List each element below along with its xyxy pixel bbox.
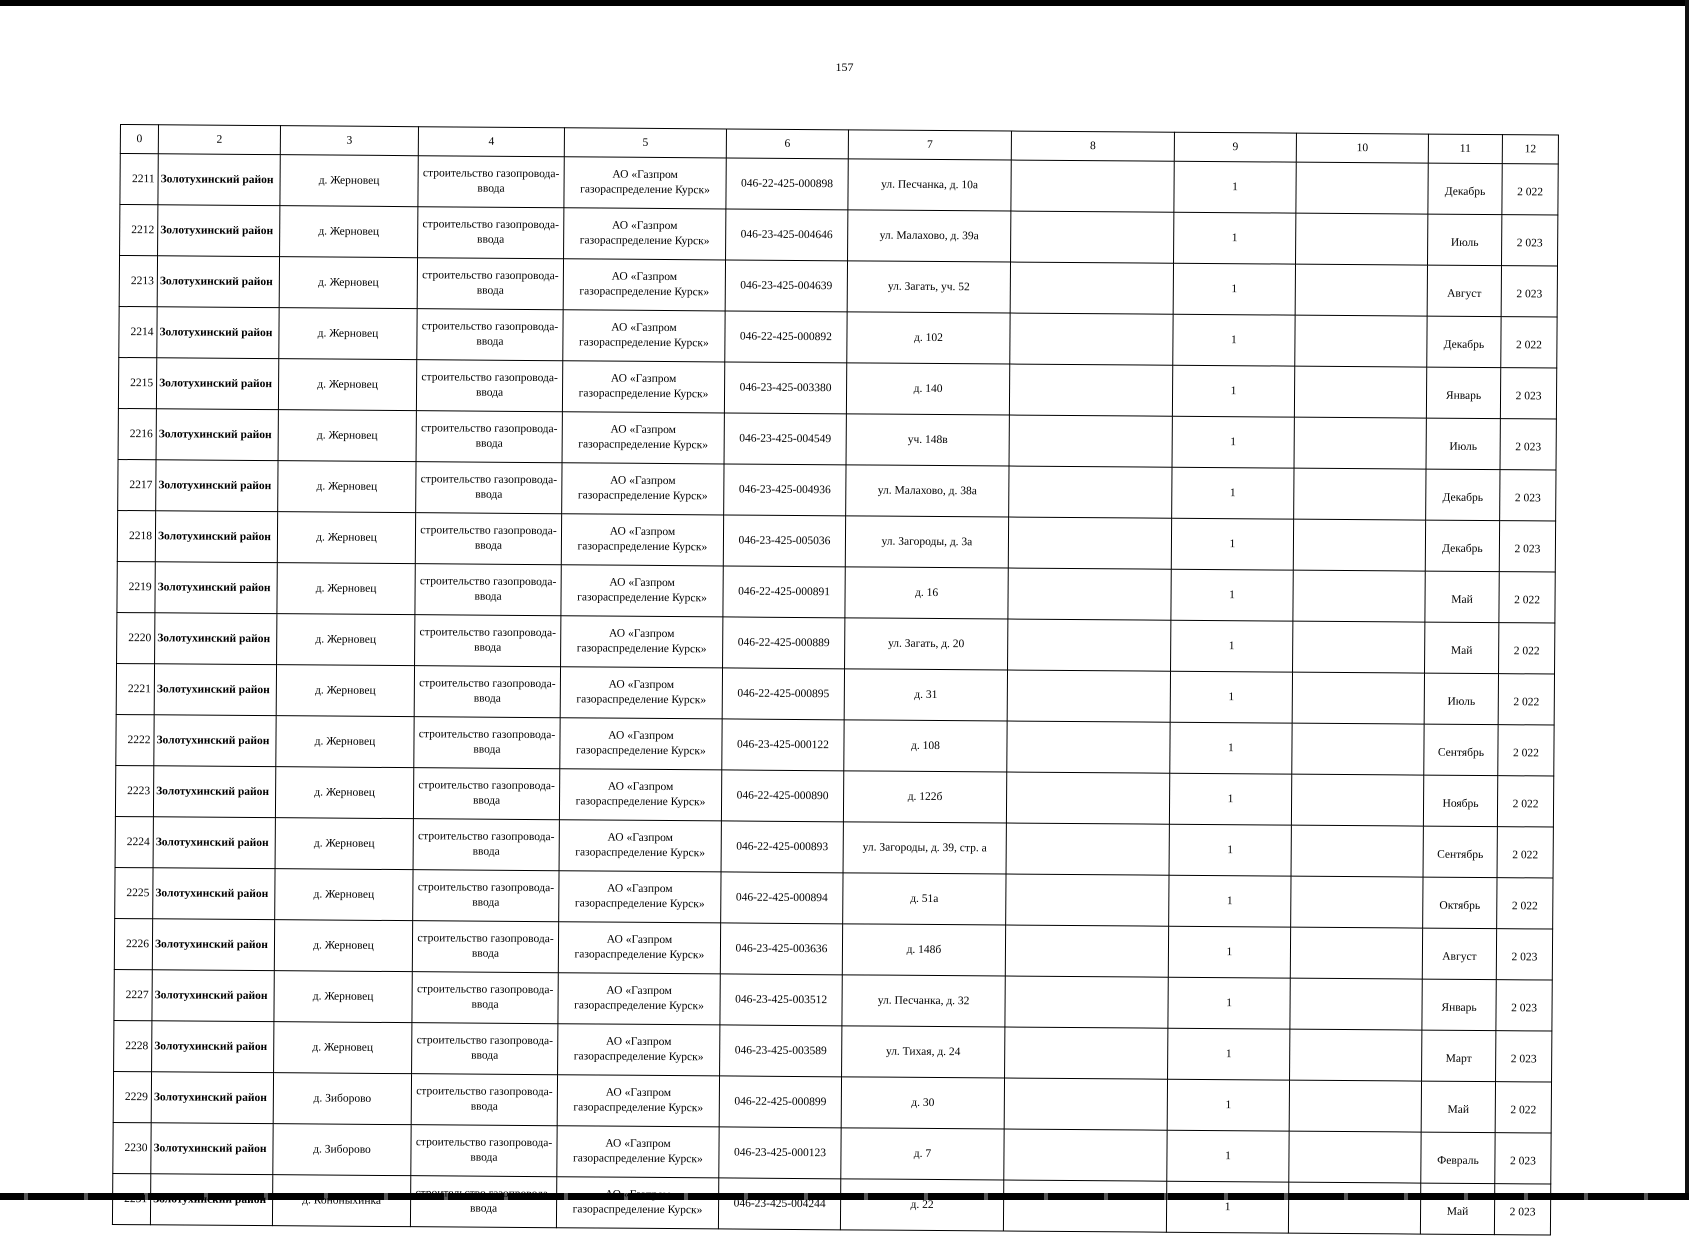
column-10-cell	[1291, 876, 1423, 928]
year-cell: 2 023	[1494, 1184, 1550, 1235]
column-8-cell	[1008, 568, 1171, 620]
address-cell: д. 140	[846, 363, 1009, 415]
application-code-cell: 046-23-425-004639	[725, 260, 847, 312]
address-cell: ул. Загороды, д. 39, стр. а	[843, 822, 1006, 874]
column-8-cell	[1004, 1078, 1167, 1130]
table-row	[112, 1173, 1550, 1235]
address-cell: д. 31	[844, 669, 1007, 721]
address-cell: ул. Тихая, д. 24	[842, 1026, 1005, 1078]
column-header: 8	[1011, 131, 1174, 161]
month-cell: Март	[1422, 1030, 1496, 1082]
work-type-cell: строительство газопровода-ввода	[417, 309, 563, 361]
application-code-cell: 046-22-425-000890	[721, 770, 843, 822]
month-cell: Май	[1420, 1183, 1494, 1235]
column-10-cell	[1295, 264, 1427, 316]
address-cell: ул. Песчанка, д. 32	[842, 975, 1005, 1027]
district-cell: Золотухинский район	[150, 1174, 272, 1226]
quantity-cell: 1	[1174, 161, 1296, 213]
district-cell: Золотухинский район	[157, 256, 279, 308]
column-8-cell	[1006, 823, 1169, 875]
locality-cell: д. Жерновец	[274, 971, 412, 1023]
work-type-cell: строительство газопровода-ввода	[415, 564, 561, 616]
column-8-cell	[1011, 211, 1174, 263]
organization-cell: АО «Газпром газораспределение Курск»	[561, 514, 723, 566]
month-cell: Сентябрь	[1424, 724, 1498, 776]
month-cell: Июль	[1424, 673, 1498, 725]
application-code-cell: 046-22-425-000895	[722, 668, 844, 720]
work-type-cell: строительство газопровода-ввода	[414, 666, 560, 718]
quantity-cell: 1	[1168, 1028, 1290, 1080]
locality-cell: д. Жерновец	[278, 461, 416, 513]
row-number: 2223	[115, 765, 153, 816]
organization-cell: АО «Газпром газораспределение Курск»	[559, 820, 721, 872]
column-8-cell	[1005, 1027, 1168, 1079]
month-cell: Ноябрь	[1423, 775, 1497, 827]
month-cell: Май	[1425, 622, 1499, 674]
column-8-cell	[1007, 670, 1170, 722]
row-number: 2217	[118, 459, 156, 510]
organization-cell: АО «Газпром газораспределение Курск»	[560, 718, 722, 770]
application-code-cell: 046-23-425-000123	[719, 1127, 841, 1179]
year-cell: 2 022	[1497, 878, 1553, 929]
address-cell: ул. Малахово, д. 39а	[848, 210, 1011, 262]
column-8-cell	[1009, 415, 1172, 467]
column-10-cell	[1290, 927, 1422, 979]
work-type-cell: строительство газопровода-ввода	[412, 972, 558, 1024]
year-cell: 2 023	[1501, 215, 1557, 266]
organization-cell: АО «Газпром газораспределение Курск»	[559, 769, 721, 821]
column-header: 4	[418, 127, 564, 157]
organization-cell: АО «Газпром газораспределение Курск»	[560, 667, 722, 719]
month-cell: Июль	[1428, 214, 1502, 266]
locality-cell: д. Жерновец	[278, 359, 416, 411]
column-8-cell	[1006, 772, 1169, 824]
column-10-cell	[1290, 1029, 1422, 1081]
address-cell: д. 102	[847, 312, 1010, 364]
application-code-cell: 046-22-425-000894	[721, 872, 843, 924]
month-cell: Октябрь	[1423, 877, 1497, 929]
organization-cell: АО «Газпром газораспределение Курск»	[561, 565, 723, 617]
column-8-cell	[1009, 466, 1172, 518]
quantity-cell: 1	[1168, 926, 1290, 978]
address-cell: д. 30	[841, 1077, 1004, 1129]
district-cell: Золотухинский район	[151, 1123, 273, 1175]
column-8-cell	[1008, 619, 1171, 671]
organization-cell: АО «Газпром газораспределение Курск»	[562, 463, 724, 515]
application-code-cell: 046-22-425-000899	[719, 1076, 841, 1128]
column-header: 9	[1174, 132, 1296, 162]
row-number: 2227	[114, 969, 152, 1020]
district-cell: Золотухинский район	[156, 358, 278, 410]
quantity-cell: 1	[1172, 467, 1294, 519]
application-code-cell: 046-22-425-000892	[725, 311, 847, 363]
quantity-cell: 1	[1172, 365, 1294, 417]
row-number: 2218	[117, 510, 155, 561]
work-type-cell: строительство газопровода-ввода	[416, 462, 562, 514]
year-cell: 2 022	[1498, 674, 1554, 725]
district-cell: Золотухинский район	[153, 868, 275, 920]
organization-cell: АО «Газпром газораспределение Курск»	[558, 922, 720, 974]
work-type-cell: строительство газопровода-ввода	[417, 258, 563, 310]
column-10-cell	[1296, 162, 1428, 214]
year-cell: 2 023	[1495, 1133, 1551, 1184]
year-cell: 2 023	[1500, 419, 1556, 470]
work-type-cell: строительство газопровода-ввода	[415, 513, 561, 565]
work-type-cell: строительство газопровода-ввода	[416, 360, 562, 412]
district-cell: Золотухинский район	[158, 154, 280, 206]
column-8-cell	[1004, 1129, 1167, 1181]
row-number: 2229	[113, 1071, 151, 1122]
work-type-cell: строительство газопровода-ввода	[412, 1023, 558, 1075]
locality-cell: д. Жерновец	[277, 614, 415, 666]
quantity-cell: 1	[1168, 977, 1290, 1029]
year-cell: 2 022	[1499, 623, 1555, 674]
column-10-cell	[1293, 570, 1425, 622]
column-8-cell	[1011, 160, 1174, 212]
column-10-cell	[1293, 519, 1425, 571]
month-cell: Январь	[1422, 979, 1496, 1031]
organization-cell: АО «Газпром газораспределение Курск»	[556, 1177, 718, 1229]
scan-border-right	[1685, 0, 1689, 1200]
locality-cell: д. Зиборово	[273, 1124, 411, 1176]
work-type-cell: строительство газопровода-ввода	[411, 1125, 557, 1177]
application-code-cell: 046-23-425-003636	[720, 923, 842, 975]
organization-cell: АО «Газпром газораспределение Курск»	[562, 361, 724, 413]
address-cell: д. 51а	[843, 873, 1006, 925]
application-code-cell: 046-23-425-004244	[718, 1178, 840, 1230]
month-cell: Декабрь	[1428, 163, 1502, 215]
column-10-cell	[1295, 315, 1427, 367]
locality-cell: д. Жерновец	[274, 1022, 412, 1074]
locality-cell: д. Жерновец	[280, 206, 418, 258]
application-code-cell: 046-22-425-000893	[721, 821, 843, 873]
quantity-cell: 1	[1169, 824, 1291, 876]
application-code-cell: 046-23-425-003589	[720, 1025, 842, 1077]
row-number: 2225	[115, 867, 153, 918]
locality-cell: д. Жерновец	[276, 716, 414, 768]
locality-cell: д. Жерновец	[274, 920, 412, 972]
quantity-cell: 1	[1173, 263, 1295, 315]
organization-cell: АО «Газпром газораспределение Курск»	[562, 412, 724, 464]
column-10-cell	[1291, 825, 1423, 877]
address-cell: д. 22	[840, 1179, 1003, 1231]
row-number: 2231	[112, 1173, 150, 1224]
quantity-cell: 1	[1167, 1079, 1289, 1131]
column-header: 0	[120, 125, 158, 154]
column-8-cell	[1005, 976, 1168, 1028]
application-code-cell: 046-22-425-000891	[723, 566, 845, 618]
column-8-cell	[1010, 313, 1173, 365]
work-type-cell: строительство газопровода-ввода	[418, 156, 564, 208]
row-number: 2226	[114, 918, 152, 969]
column-8-cell	[1010, 262, 1173, 314]
month-cell: Декабрь	[1425, 520, 1499, 572]
year-cell: 2 022	[1498, 725, 1554, 776]
application-code-cell: 046-23-425-004549	[724, 413, 846, 465]
work-type-cell: строительство газопровода-ввода	[413, 870, 559, 922]
quantity-cell: 1	[1166, 1181, 1288, 1233]
column-header: 10	[1296, 133, 1428, 163]
month-cell: Декабрь	[1427, 316, 1501, 368]
application-code-cell: 046-22-425-000898	[726, 158, 848, 210]
document-table-container	[112, 124, 1558, 1236]
organization-cell: АО «Газпром газораспределение Курск»	[563, 259, 725, 311]
month-cell: Декабрь	[1426, 469, 1500, 521]
district-cell: Золотухинский район	[155, 511, 277, 563]
month-cell: Февраль	[1421, 1132, 1495, 1184]
quantity-cell: 1	[1170, 722, 1292, 774]
scan-border-top	[0, 0, 1689, 6]
year-cell: 2 022	[1501, 317, 1557, 368]
quantity-cell: 1	[1173, 314, 1295, 366]
row-number: 2216	[118, 408, 156, 459]
column-10-cell	[1293, 621, 1425, 673]
row-number: 2224	[115, 816, 153, 867]
column-10-cell	[1294, 468, 1426, 520]
organization-cell: АО «Газпром газораспределение Курск»	[558, 973, 720, 1025]
quantity-cell: 1	[1167, 1130, 1289, 1182]
address-cell: уч. 148в	[846, 414, 1009, 466]
organization-cell: АО «Газпром газораспределение Курск»	[557, 1126, 719, 1178]
quantity-cell: 1	[1174, 212, 1296, 264]
address-cell: д. 7	[841, 1128, 1004, 1180]
locality-cell: д. Жерновец	[278, 410, 416, 462]
locality-cell: д. Жерновец	[275, 818, 413, 870]
work-type-cell: строительство газопровода-ввода	[413, 819, 559, 871]
work-type-cell: строительство газопровода-ввода	[411, 1074, 557, 1126]
column-header: 5	[564, 128, 726, 158]
district-cell: Золотухинский район	[152, 970, 274, 1022]
row-number: 2221	[116, 663, 154, 714]
column-10-cell	[1292, 672, 1424, 724]
year-cell: 2 022	[1495, 1082, 1551, 1133]
year-cell: 2 023	[1496, 1031, 1552, 1082]
locality-cell: д. Жерновец	[279, 308, 417, 360]
column-header: 2	[158, 125, 280, 155]
work-type-cell: строительство газопровода-ввода	[414, 717, 560, 769]
column-header: 11	[1428, 134, 1502, 164]
district-cell: Золотухинский район	[155, 613, 277, 665]
row-number: 2228	[114, 1020, 152, 1071]
column-header: 12	[1502, 135, 1558, 164]
column-header: 3	[280, 126, 418, 156]
district-cell: Золотухинский район	[151, 1072, 273, 1124]
year-cell: 2 023	[1500, 470, 1556, 521]
organization-cell: АО «Газпром газораспределение Курск»	[559, 871, 721, 923]
page-number: 157	[835, 60, 854, 74]
district-cell: Золотухинский район	[153, 766, 275, 818]
district-cell: Золотухинский район	[156, 409, 278, 461]
column-10-cell	[1296, 213, 1428, 265]
year-cell: 2 023	[1500, 368, 1556, 419]
work-type-cell: строительство газопровода-ввода	[415, 615, 561, 667]
quantity-cell: 1	[1169, 773, 1291, 825]
address-cell: ул. Загать, уч. 52	[847, 261, 1010, 313]
row-number: 2214	[119, 306, 157, 357]
row-number: 2222	[116, 714, 154, 765]
table-body	[112, 154, 1558, 1236]
quantity-cell: 1	[1171, 620, 1293, 672]
locality-cell: д. Жерновец	[275, 869, 413, 921]
column-8-cell	[1003, 1180, 1166, 1232]
district-cell: Золотухинский район	[156, 460, 278, 512]
row-number: 2213	[119, 256, 157, 307]
gas-connection-table	[112, 124, 1559, 1236]
month-cell: Август	[1422, 928, 1496, 980]
quantity-cell: 1	[1169, 875, 1291, 927]
year-cell: 2 022	[1497, 776, 1553, 827]
row-number: 2220	[117, 612, 155, 663]
locality-cell: д. Жерновец	[277, 563, 415, 615]
month-cell: Август	[1427, 265, 1501, 317]
column-10-cell	[1294, 366, 1426, 418]
locality-cell: д. Кононыхинка	[272, 1175, 410, 1227]
month-cell: Январь	[1426, 367, 1500, 419]
row-number: 2212	[120, 205, 158, 256]
year-cell: 2 023	[1496, 929, 1552, 980]
year-cell: 2 022	[1499, 572, 1555, 623]
locality-cell: д. Жерновец	[279, 257, 417, 309]
month-cell: Сентябрь	[1423, 826, 1497, 878]
year-cell: 2 023	[1496, 980, 1552, 1031]
column-8-cell	[1008, 517, 1171, 569]
address-cell: д. 148б	[842, 924, 1005, 976]
application-code-cell: 046-22-425-000889	[723, 617, 845, 669]
locality-cell: д. Жерновец	[277, 512, 415, 564]
column-8-cell	[1006, 874, 1169, 926]
row-number: 2211	[120, 154, 158, 205]
row-number: 2215	[118, 357, 156, 408]
organization-cell: АО «Газпром газораспределение Курск»	[563, 310, 725, 362]
column-10-cell	[1290, 978, 1422, 1030]
application-code-cell: 046-23-425-003512	[720, 974, 842, 1026]
locality-cell: д. Жерновец	[280, 155, 418, 207]
month-cell: Май	[1425, 571, 1499, 623]
organization-cell: АО «Газпром газораспределение Курск»	[558, 1024, 720, 1076]
address-cell: ул. Загороды, д. 3а	[845, 516, 1008, 568]
district-cell: Золотухинский район	[152, 1021, 274, 1073]
district-cell: Золотухинский район	[154, 664, 276, 716]
district-cell: Золотухинский район	[153, 817, 275, 869]
row-number: 2230	[113, 1122, 151, 1173]
locality-cell: д. Зиборово	[273, 1073, 411, 1125]
address-cell: ул. Песчанка, д. 10а	[848, 159, 1011, 211]
organization-cell: АО «Газпром газораспределение Курск»	[564, 208, 726, 260]
work-type-cell: строительство газопровода-ввода	[410, 1176, 556, 1228]
application-code-cell: 046-23-425-003380	[724, 362, 846, 414]
district-cell: Золотухинский район	[152, 919, 274, 971]
column-10-cell	[1289, 1131, 1421, 1183]
locality-cell: д. Жерновец	[275, 767, 413, 819]
column-10-cell	[1289, 1080, 1421, 1132]
locality-cell: д. Жерновец	[276, 665, 414, 717]
year-cell: 2 022	[1502, 164, 1558, 215]
column-10-cell	[1291, 774, 1423, 826]
address-cell: ул. Малахово, д. 38а	[846, 465, 1009, 517]
application-code-cell: 046-23-425-004936	[724, 464, 846, 516]
column-8-cell	[1009, 364, 1172, 416]
application-code-cell: 046-23-425-005036	[723, 515, 845, 567]
year-cell: 2 022	[1497, 827, 1553, 878]
address-cell: ул. Загать, д. 20	[845, 618, 1008, 670]
month-cell: Май	[1421, 1081, 1495, 1133]
year-cell: 2 023	[1501, 266, 1557, 317]
address-cell: д. 16	[845, 567, 1008, 619]
work-type-cell: строительство газопровода-ввода	[413, 768, 559, 820]
organization-cell: АО «Газпром газораспределение Курск»	[557, 1075, 719, 1127]
year-cell: 2 023	[1499, 521, 1555, 572]
address-cell: д. 122б	[843, 771, 1006, 823]
row-number: 2219	[117, 561, 155, 612]
month-cell: Июль	[1426, 418, 1500, 470]
column-8-cell	[1005, 925, 1168, 977]
quantity-cell: 1	[1172, 416, 1294, 468]
column-10-cell	[1292, 723, 1424, 775]
column-header: 7	[848, 130, 1011, 160]
column-10-cell	[1288, 1182, 1420, 1234]
organization-cell: АО «Газпром газораспределение Курск»	[564, 157, 726, 209]
work-type-cell: строительство газопровода-ввода	[418, 207, 564, 259]
district-cell: Золотухинский район	[154, 715, 276, 767]
address-cell: д. 108	[844, 720, 1007, 772]
application-code-cell: 046-23-425-000122	[722, 719, 844, 771]
column-10-cell	[1294, 417, 1426, 469]
district-cell: Золотухинский район	[157, 307, 279, 359]
quantity-cell: 1	[1171, 518, 1293, 570]
column-8-cell	[1007, 721, 1170, 773]
work-type-cell: строительство газопровода-ввода	[416, 411, 562, 463]
column-header: 6	[726, 129, 848, 159]
quantity-cell: 1	[1170, 671, 1292, 723]
district-cell: Золотухинский район	[158, 205, 280, 257]
organization-cell: АО «Газпром газораспределение Курск»	[561, 616, 723, 668]
district-cell: Золотухинский район	[155, 562, 277, 614]
quantity-cell: 1	[1171, 569, 1293, 621]
work-type-cell: строительство газопровода-ввода	[412, 921, 558, 973]
application-code-cell: 046-23-425-004646	[726, 209, 848, 261]
